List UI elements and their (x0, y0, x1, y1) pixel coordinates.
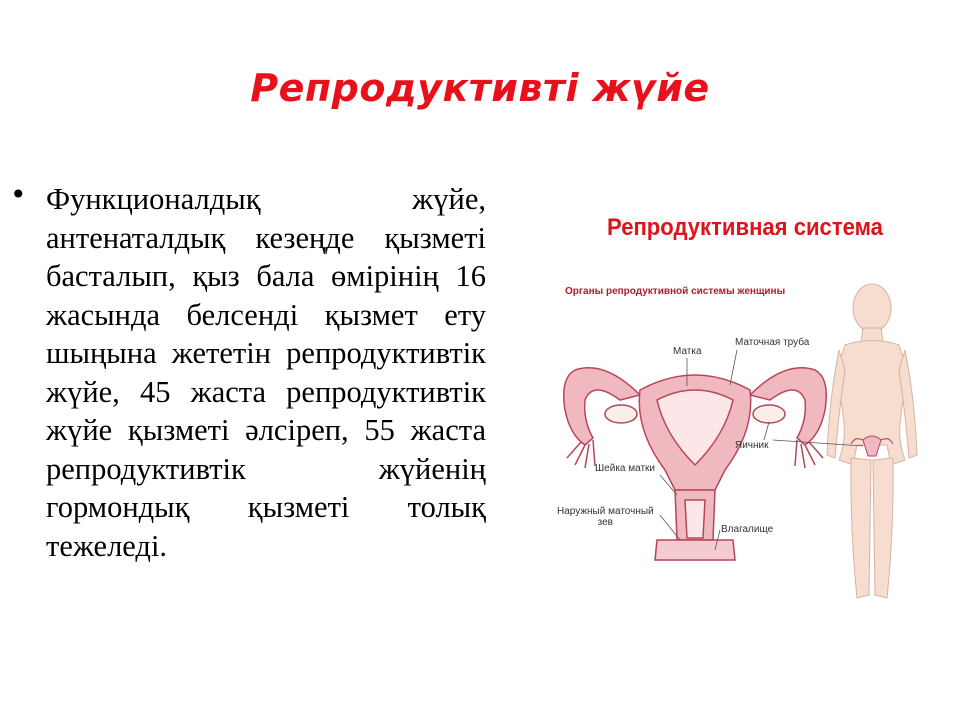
label-cervix: Шейка матки (595, 463, 656, 474)
label-uterus: Матка (673, 346, 702, 357)
label-external-os (557, 506, 654, 528)
label-fallopian-tube: Маточная труба (735, 337, 810, 348)
figure-title: Репродуктивная система (607, 214, 883, 241)
label-vagina: Влагалище (721, 524, 774, 535)
anatomy-illustration (545, 200, 945, 620)
bullet-text: Функционалдық жүйе, антенаталдық кезеңде қызметі басталып, қыз бала өмірінің 16 жасында белсенді қызмет ету шыңына жететін репродуктивтік жүйе, 45 жаста репродуктивтік жүйе қызметі әлсіреп, 55 жаста репродуктивтік жүйенің гормондық қызметі толық тежеледі. (46, 182, 486, 563)
label-external-os-line1: Наружный маточный (557, 506, 654, 517)
reproductive-system-figure (545, 200, 945, 620)
figure-subtitle: Органы репродуктивной системы женщины (565, 286, 786, 297)
bullet-icon: • (10, 178, 27, 211)
slide-title: Репродуктивті жүйе (250, 66, 710, 110)
label-external-os-line2: зев (597, 517, 613, 528)
label-ovary: Яичник (735, 440, 769, 451)
